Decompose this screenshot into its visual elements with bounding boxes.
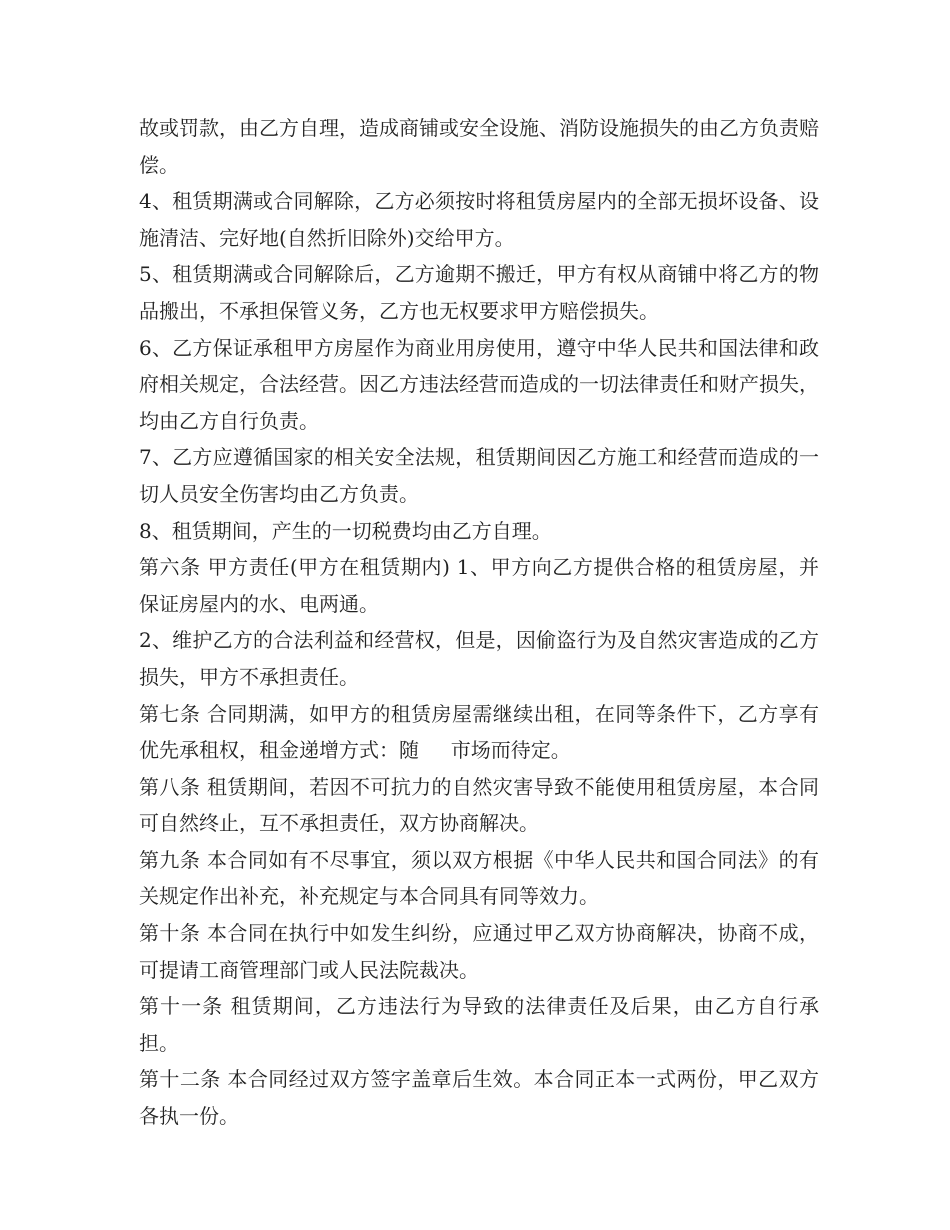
paragraph-article-9: 第九条 本合同如有不尽事宜，须以双方根据《中华人民共和国合同法》的有关规定作出补充，补充规定与本合同具有同等效力。 [139, 847, 819, 909]
document-body [139, 110, 819, 1135]
paragraph-article-10: 第十条 本合同在执行中如发生纠纷，应通过甲乙双方协商解决，协商不成，可提请工商管理部门或人民法院裁决。 [139, 921, 819, 982]
paragraph-article-12: 第十二条 本合同经过双方签字盖章后生效。本合同正本一式两份，甲乙双方各执一份。 [139, 1067, 819, 1129]
paragraph-clause-8: 8、租赁期间，产生的一切税费均由乙方自理。 [139, 518, 552, 543]
paragraph-article-7: 第七条 合同期满，如甲方的租赁房屋需继续出租，在同等条件下，乙方享有优先承租权，租金递增方式：随 市场而待定。 [139, 701, 819, 763]
paragraph-article-8: 第八条 租赁期间，若因不可抗力的自然灾害导致不能使用租赁房屋，本合同可自然终止，互不承担责任，双方协商解决。 [139, 774, 819, 836]
paragraph-article-11: 第十一条 租赁期间，乙方违法行为导致的法律责任及后果，由乙方自行承担。 [139, 994, 819, 1055]
paragraph-clause-7: 7、乙方应遵循国家的相关安全法规，租赁期间因乙方施工和经营而造成的一切人员安全伤害均由乙方负责。 [139, 445, 819, 506]
paragraph-article-6-item-2: 2、维护乙方的合法利益和经营权，但是，因偷盗行为及自然灾害造成的乙方损失，甲方不承担责任。 [139, 628, 819, 689]
paragraph-clause-5: 5、租赁期满或合同解除后，乙方逾期不搬迁，甲方有权从商铺中将乙方的物品搬出，不承担保管义务，乙方也无权要求甲方赔偿损失。 [139, 262, 819, 323]
paragraph-liability-fines: 故或罚款，由乙方自理，造成商铺或安全设施、消防设施损失的由乙方负责赔偿。 [139, 116, 819, 177]
paragraph-clause-6: 6、乙方保证承租甲方房屋作为商业用房使用，遵守中华人民共和国法律和政府相关规定，合法经营。因乙方违法经营而造成的一切法律责任和财产损失，均由乙方自行负责。 [139, 335, 819, 433]
paragraph-article-6: 第六条 甲方责任(甲方在租赁期内) 1、甲方向乙方提供合格的租赁房屋，并保证房屋内的水、电两通。 [139, 555, 819, 616]
paragraph-clause-4: 4、租赁期满或合同解除，乙方必须按时将租赁房屋内的全部无损坏设备、设施清洁、完好地(自然折旧除外)交给甲方。 [139, 189, 819, 250]
